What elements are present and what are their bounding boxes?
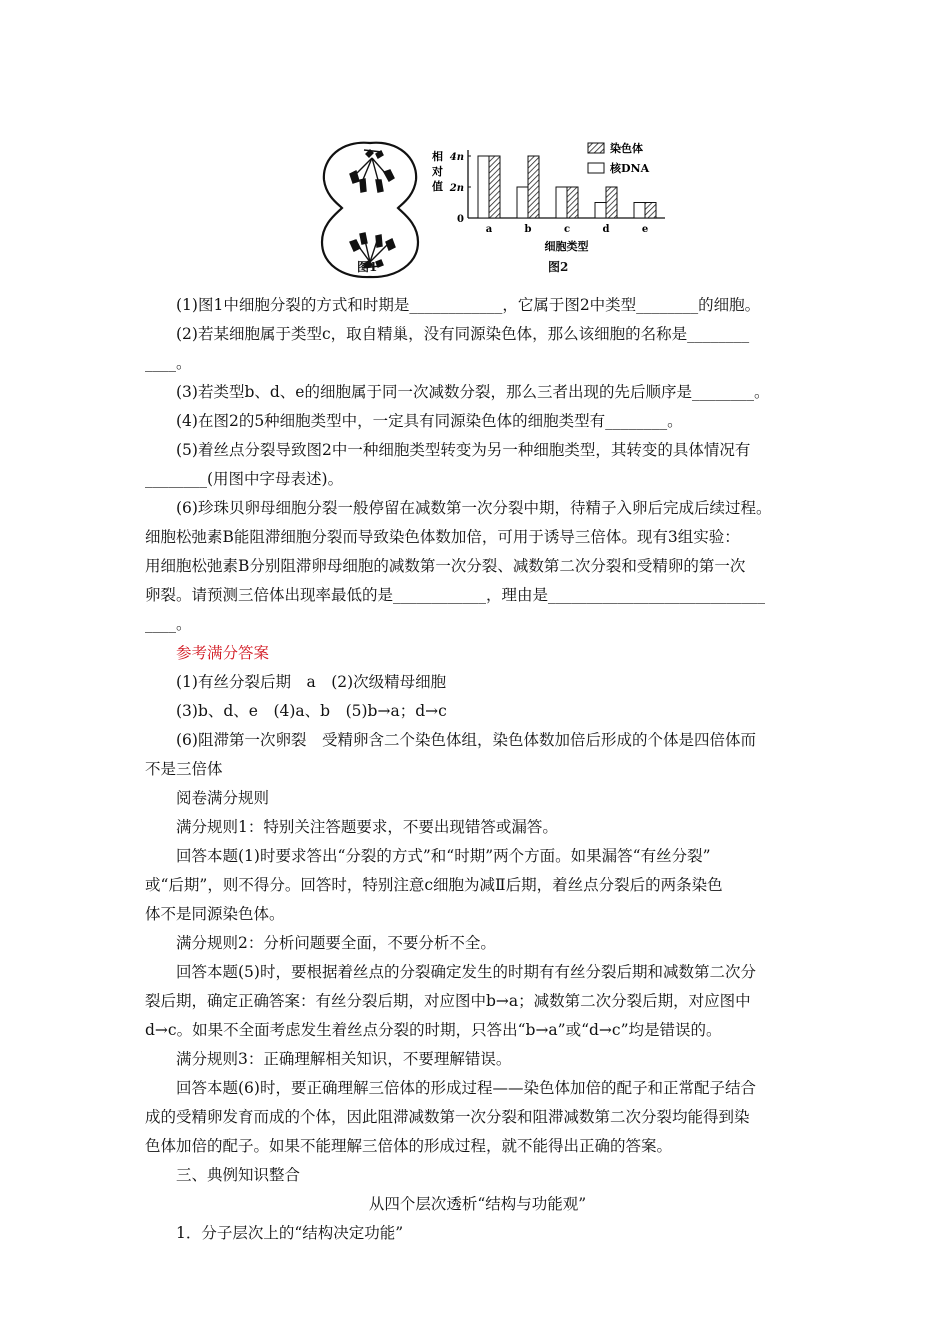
x-axis-label: 细胞类型 bbox=[544, 240, 589, 253]
subsection-heading: 1．分子层次上的“结构决定功能” bbox=[176, 1224, 404, 1242]
answer-line: 不是三倍体 bbox=[145, 760, 223, 778]
y-tick-label: 4n bbox=[449, 152, 464, 163]
section-heading: 三、典例知识整合 bbox=[176, 1166, 301, 1184]
rule-line: 满分规则3：正确理解相关知识，不要理解错误。 bbox=[176, 1050, 512, 1068]
rule-line: 回答本题(5)时，要根据着丝点的分裂确定发生的时期有有丝分裂后期和减数第二次分 bbox=[176, 963, 756, 981]
bar-dna-b bbox=[517, 187, 528, 218]
question-3: (3)若类型b、d、e的细胞属于同一次减数分裂，那么三者出现的先后顺序是________。 bbox=[176, 383, 770, 401]
y-axis-label: 值 bbox=[432, 180, 443, 193]
rules-heading: 阅卷满分规则 bbox=[176, 789, 270, 807]
rule-line: 色体加倍的配子。如果不能理解三倍体的形成过程，就不能得出正确的答案。 bbox=[145, 1137, 673, 1155]
rule-line: d→c。如果不全面考虑发生着丝点分裂的时期，只答出“b→a”或“d→c”均是错误的。 bbox=[145, 1021, 722, 1039]
x-tick-label: b bbox=[524, 224, 532, 235]
answer-line: (6)阻滞第一次卵裂 受精卵含二个染色体组，染色体数加倍后形成的个体是四倍体而 bbox=[176, 731, 756, 749]
rule-line: 成的受精卵发育而成的个体，因此阻滞减数第一次分裂和阻滞减数第二次分裂均能得到染 bbox=[145, 1108, 750, 1126]
bar-dna-a bbox=[478, 156, 489, 218]
question-4: (4)在图2的5种细胞类型中，一定具有同源染色体的细胞类型有________。 bbox=[176, 412, 683, 430]
rule-line: 回答本题(6)时，要正确理解三倍体的形成过程——染色体加倍的配子和正常配子结合 bbox=[176, 1079, 756, 1097]
rule-line: 满分规则2：分析问题要全面，不要分析不全。 bbox=[176, 934, 496, 952]
question-6-line5: ____。 bbox=[145, 615, 192, 633]
question-6-line4: 卵裂。请预测三倍体出现率最低的是____________，理由是____________________________ bbox=[145, 586, 766, 604]
bar-dna-e bbox=[634, 203, 645, 219]
x-tick-label: e bbox=[641, 224, 649, 235]
question-6-line2: 细胞松弛素B能阻滞细胞分裂而导致染色体数加倍，可用于诱导三倍体。现有3组实验： bbox=[145, 528, 740, 546]
section-title: 从四个层次透析“结构与功能观” bbox=[368, 1195, 587, 1213]
fig2-caption: 图2 bbox=[548, 260, 569, 274]
x-tick-label: c bbox=[563, 224, 571, 235]
answer-line: (1)有丝分裂后期 a (2)次级精母细胞 bbox=[176, 673, 447, 691]
question-1: (1)图1中细胞分裂的方式和时期是____________，它属于图2中类型________的细胞。 bbox=[176, 296, 761, 314]
question-2-line2: ____。 bbox=[145, 354, 192, 372]
bar-chromosome-a bbox=[489, 156, 500, 218]
cell-type-bar-chart bbox=[431, 141, 665, 253]
rule-line: 回答本题(1)时要求答出“分裂的方式”和“时期”两个方面。如果漏答“有丝分裂” bbox=[176, 847, 711, 865]
legend-label: 染色体 bbox=[610, 142, 643, 155]
legend-label: 核DNA bbox=[610, 162, 650, 175]
bar-chromosome-c bbox=[567, 187, 578, 218]
x-tick-label: d bbox=[602, 224, 610, 235]
fig1-caption: 图1 bbox=[357, 260, 378, 274]
question-5-line2: ________(用图中字母表述)。 bbox=[145, 470, 344, 488]
rule-line: 体不是同源染色体。 bbox=[145, 905, 285, 923]
y-axis-label: 相 bbox=[432, 150, 443, 163]
legend-swatch-dna bbox=[588, 163, 604, 173]
y-tick-label: 2n bbox=[449, 183, 464, 194]
cell-division-diagram bbox=[322, 143, 418, 277]
bar-chromosome-d bbox=[606, 187, 617, 218]
y-tick-label: 0 bbox=[457, 214, 464, 225]
legend-swatch-chromosome bbox=[588, 143, 604, 153]
question-6-line1: (6)珍珠贝卵母细胞分裂一般停留在减数第一次分裂中期，待精子入卵后完成后续过程。 bbox=[176, 499, 772, 517]
bar-dna-d bbox=[595, 203, 606, 219]
x-tick-label: a bbox=[485, 224, 493, 235]
answer-heading: 参考满分答案 bbox=[176, 644, 270, 662]
rule-line: 满分规则1：特别关注答题要求，不要出现错答或漏答。 bbox=[176, 818, 558, 836]
bar-chromosome-e bbox=[645, 203, 656, 219]
answer-line: (3)b、d、e (4)a、b (5)b→a；d→c bbox=[176, 702, 447, 720]
question-2-line1: (2)若某细胞属于类型c，取自精巢，没有同源染色体，那么该细胞的名称是________ bbox=[176, 325, 750, 343]
bar-dna-c bbox=[556, 187, 567, 218]
bar-chromosome-b bbox=[528, 156, 539, 218]
question-5-line1: (5)着丝点分裂导致图2中一种细胞类型转变为另一种细胞类型，其转变的具体情况有 bbox=[176, 441, 751, 459]
rule-line: 或“后期”，则不得分。回答时，特别注意c细胞为减Ⅱ后期，着丝点分裂后的两条染色 bbox=[145, 876, 723, 894]
y-axis-label: 对 bbox=[432, 165, 443, 178]
question-6-line3: 用细胞松弛素B分别阻滞卵母细胞的减数第一次分裂、减数第二次分裂和受精卵的第一次 bbox=[145, 557, 746, 575]
rule-line: 裂后期，确定正确答案：有丝分裂后期，对应图中b→a；减数第二次分裂后期，对应图中 bbox=[145, 992, 751, 1010]
